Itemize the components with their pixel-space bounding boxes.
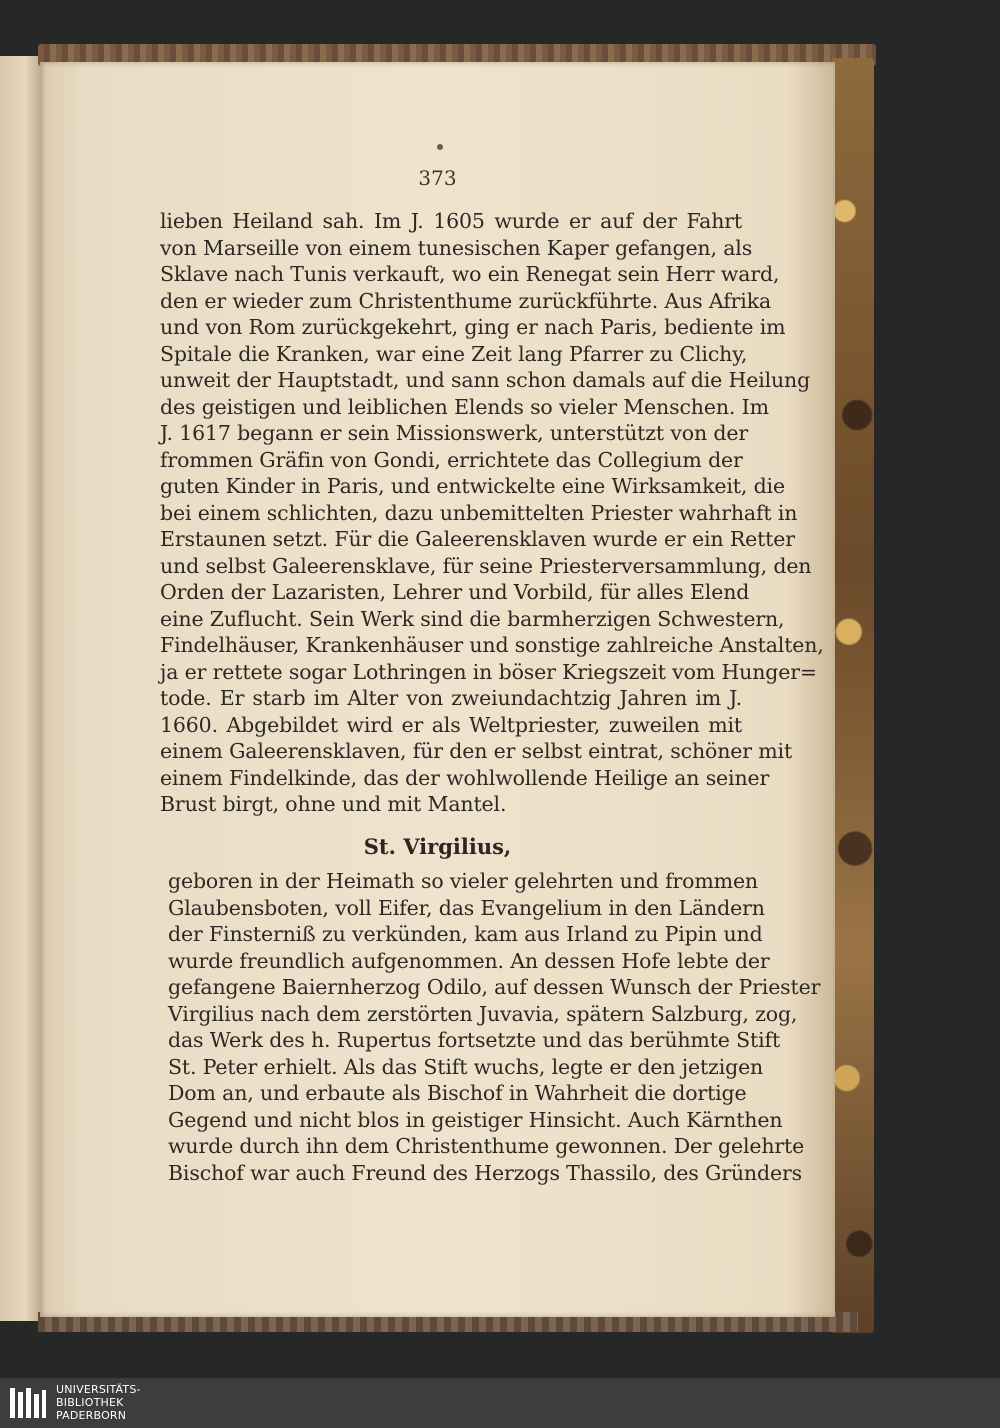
text-line: Spitale die Kranken, war eine Zeit lang Pfarrer zu Clichy,: [160, 341, 748, 366]
text-line: bei einem schlichten, dazu unbemittelten Priester wahrhaft in: [160, 500, 798, 525]
library-footer: [0, 1378, 1000, 1428]
text-line: einem Findelkinde, das der wohlwollende Heilige an seiner: [160, 765, 770, 790]
page-number: 373: [418, 166, 457, 190]
text-line: wurde durch ihn dem Christenthume gewonnen. Der gelehrte: [168, 1134, 805, 1158]
text-line: guten Kinder in Paris, und entwickelte eine Wirksamkeit, die: [160, 474, 785, 498]
text-line: das Werk des h. Rupertus fortsetzte und das berühmte Stift: [168, 1028, 781, 1052]
library-name-line2: BIBLIOTHEK: [56, 1396, 124, 1409]
ink-speck: [437, 144, 443, 150]
library-logo-icon: [8, 1384, 48, 1422]
text-line: Findelhäuser, Krankenhäuser und sonstige zahlreiche Anstalten,: [160, 633, 824, 657]
text-line: von Marseille von einem tunesischen Kaper gefangen, als: [160, 235, 753, 260]
text-line: Dom an, und erbaute als Bischof in Wahrheit die dortige: [168, 1081, 747, 1105]
text-line: Glaubensboten, voll Eifer, das Evangelium in den Ländern: [168, 895, 765, 920]
paragraph-vincent: [160, 208, 824, 818]
library-name-line1: UNIVERSITÄTS-: [56, 1383, 141, 1396]
text-line: frommen Gräfin von Gondi, errichtete das Collegium der: [160, 447, 743, 472]
text-line: wurde freundlich aufgenommen. An dessen Hofe lebte der: [168, 948, 770, 973]
library-name-line3: PADERBORN: [56, 1409, 127, 1422]
book-page: [40, 62, 835, 1317]
text-line: Virgilius nach dem zerstörten Juvavia, spätern Salzburg, zog,: [168, 1001, 798, 1026]
facing-page-edge: [0, 56, 44, 1321]
text-line: Gegend und nicht blos in geistiger Hinsicht. Auch Kärnthen: [168, 1107, 783, 1132]
text-line: Bischof war auch Freund des Herzogs Thassilo, des Gründers: [168, 1160, 802, 1185]
text-line: des geistigen und leiblichen Elends so vieler Menschen. Im: [160, 394, 769, 419]
text-line: geboren in der Heimath so vieler gelehrten und frommen: [168, 869, 758, 893]
section-heading: St. Virgilius,: [363, 834, 512, 859]
text-line: einem Galeerensklaven, für den er selbst eintrat, schöner mit: [160, 739, 793, 763]
text-line: gefangene Baiernherzog Odilo, auf dessen Wunsch der Priester: [168, 975, 821, 999]
text-line: J. 1617 begann er sein Missionswerk, unterstützt von der: [160, 421, 749, 445]
text-line: und von Rom zurückgekehrt, ging er nach Paris, bediente im: [160, 315, 786, 339]
text-line: der Finsterniß zu verkünden, kam aus Irland zu Pipin und: [168, 922, 763, 946]
text-line: tode. Er starb im Alter von zweiundachtzig Jahren im J.: [160, 686, 742, 710]
marbled-cover-edge: [832, 58, 874, 1333]
text-line: lieben Heiland sah. Im J. 1605 wurde er auf der Fahrt: [160, 209, 742, 233]
text-line: Brust birgt, ohne und mit Mantel.: [160, 792, 507, 816]
text-line: eine Zuflucht. Sein Werk sind die barmherzigen Schwestern,: [160, 606, 785, 631]
text-line: Erstaunen setzt. Für die Galeerensklaven wurde er ein Retter: [160, 527, 795, 551]
text-line: den er wieder zum Christenthume zurückführte. Aus Afrika: [160, 288, 772, 313]
text-line: und selbst Galeerensklave, für seine Priesterversammlung, den: [160, 553, 812, 578]
library-name: [56, 1383, 141, 1422]
text-line: St. Peter erhielt. Als das Stift wuchs, legte er den jetzigen: [168, 1054, 764, 1079]
text-line: ja er rettete sogar Lothringen in böser Kriegszeit vom Hunger=: [160, 659, 817, 684]
text-line: Sklave nach Tunis verkauft, wo ein Renegat sein Herr ward,: [160, 262, 780, 286]
text-line: unweit der Hauptstadt, und sann schon damals auf die Heilung: [160, 368, 811, 392]
text-line: 1660. Abgebildet wird er als Weltpriester, zuweilen mit: [160, 712, 742, 737]
paragraph-virgilius: [168, 868, 821, 1186]
text-line: Orden der Lazaristen, Lehrer und Vorbild, für alles Elend: [160, 580, 750, 604]
